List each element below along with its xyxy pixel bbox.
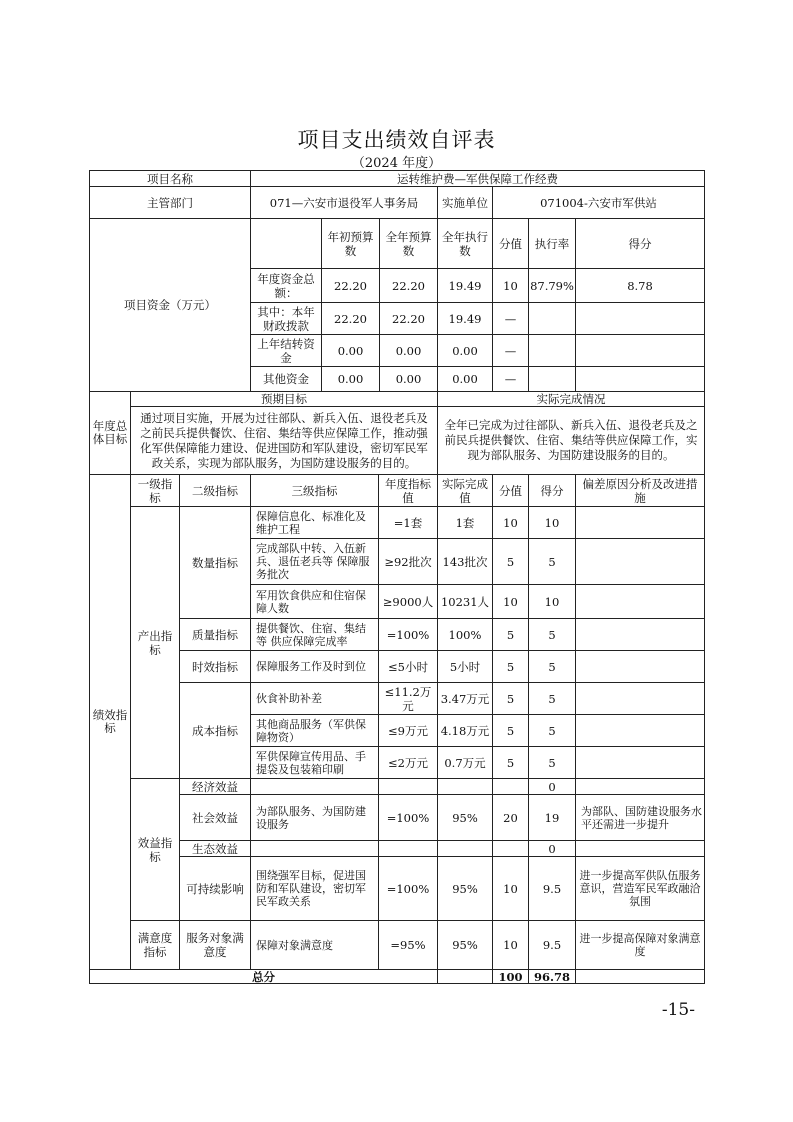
fund-row-rate: [528, 366, 576, 392]
level2-quantity: 数量指标: [179, 506, 251, 619]
ind-row-note: [575, 682, 705, 715]
ind-row-score: 10: [528, 506, 576, 539]
ind-row-actual: 1套: [437, 506, 493, 539]
ind-row-score: 0: [528, 840, 576, 857]
ind-row-note: [575, 746, 705, 779]
level1-benefit: 效益指标: [130, 778, 180, 921]
funds-header-blank: [250, 218, 322, 269]
ind-row-note: [575, 840, 705, 857]
fund-row-score-value: —: [492, 334, 529, 367]
ind-row-score-value: 10: [492, 920, 529, 970]
level2-service-satisfaction: 服务对象满意度: [179, 920, 251, 970]
ind-row-note: 为部队、国防建设服务水平还需进一步提升: [575, 794, 705, 841]
goals-expected-header: 预期目标: [130, 391, 438, 407]
ind-row-target: =100%: [378, 856, 438, 921]
fund-row-score-value: 10: [492, 268, 529, 303]
page-title: 项目支出绩效自评表: [297, 128, 496, 152]
evaluation-form: [89, 170, 705, 984]
fund-row-executed: 0.00: [437, 366, 493, 392]
page-number: -15-: [661, 1000, 695, 1020]
ind-row-target: ≤9万元: [378, 714, 438, 747]
ind-row-note: [575, 618, 705, 651]
fund-row-initial: 0.00: [321, 334, 380, 367]
ind-row-score: 5: [528, 618, 576, 651]
funds-header-annual: 全年预算数: [379, 218, 438, 269]
ind-row-score: 5: [528, 682, 576, 715]
total-label: 总分: [89, 969, 438, 984]
ind-row-target: ≥9000人: [378, 584, 438, 619]
ind-row-target: ≥92批次: [378, 538, 438, 585]
impl-unit-label: 实施单位: [437, 186, 493, 219]
ind-row-name: 保障服务工作及时到位: [250, 650, 379, 683]
ind-header-level2: 二级指标: [179, 474, 251, 507]
ind-row-score-value: 5: [492, 682, 529, 715]
ind-row-name: 保障信息化、标准化及维护工程: [250, 506, 379, 539]
level2-quality: 质量指标: [179, 618, 251, 651]
ind-row-name: [250, 840, 379, 857]
fund-row-name: 其他资金: [250, 366, 322, 392]
ind-row-target: =1套: [378, 506, 438, 539]
ind-row-score-value: 5: [492, 538, 529, 585]
indicators-label: 绩效指标: [89, 474, 131, 970]
ind-header-level3: 三级指标: [250, 474, 379, 507]
funds-header-rate: 执行率: [528, 218, 576, 269]
goals-actual-header: 实际完成情况: [437, 391, 705, 407]
total-score-value: 100: [492, 969, 529, 984]
ind-row-actual: 10231人: [437, 584, 493, 619]
ind-row-target: =100%: [378, 618, 438, 651]
ind-row-note: 进一步提高军供队伍服务意识，营造军民军政融洽氛围: [575, 856, 705, 921]
ind-row-score-value: [492, 778, 529, 795]
ind-header-target: 年度指标值: [378, 474, 438, 507]
fund-row-score-value: —: [492, 366, 529, 392]
ind-row-score: 19: [528, 794, 576, 841]
ind-header-level1: 一级指标: [130, 474, 180, 507]
level2-cost: 成本指标: [179, 682, 251, 779]
ind-row-actual: 100%: [437, 618, 493, 651]
ind-row-name: 军用饮食供应和住宿保障人数: [250, 584, 379, 619]
fund-row-initial: 22.20: [321, 302, 380, 335]
ind-row-score: 5: [528, 538, 576, 585]
level2-social: 社会效益: [179, 794, 251, 841]
fund-row-annual: 22.20: [379, 302, 438, 335]
ind-row-name: 伙食补助补差: [250, 682, 379, 715]
page-subtitle: （2024 年度）: [351, 156, 442, 171]
ind-row-actual: 95%: [437, 920, 493, 970]
ind-row-actual: [437, 778, 493, 795]
fund-row-initial: 22.20: [321, 268, 380, 303]
fund-row-name: 上年结转资金: [250, 334, 322, 367]
dept-value: 071—六安市退役军人事务局: [250, 186, 438, 219]
ind-row-note: [575, 538, 705, 585]
fund-row-name: 其中：本年财政拨款: [250, 302, 322, 335]
ind-row-note: 进一步提高保障对象满意度: [575, 920, 705, 970]
ind-row-name: 军供保障宣传用品、手提袋及包装箱印刷: [250, 746, 379, 779]
level2-ecological: 生态效益: [179, 840, 251, 857]
fund-row-score: [575, 334, 705, 367]
fund-row-score-value: —: [492, 302, 529, 335]
level2-timeliness: 时效指标: [179, 650, 251, 683]
goals-expected-text: 通过项目实施，开展为过往部队、新兵入伍、退役老兵及之前民兵提供餐饮、住宿、集结等供应保障工作，推动强化军供保障能力建设、促进国防和军队建设，密切军民军政关系，实现为部队服务，为国防建设服务的目的。: [130, 406, 438, 475]
ind-row-score: 9.5: [528, 856, 576, 921]
fund-row-score: 8.78: [575, 268, 705, 303]
ind-row-score-value: 5: [492, 714, 529, 747]
ind-row-target: =95%: [378, 920, 438, 970]
fund-row-score: [575, 302, 705, 335]
total-note-blank: [575, 969, 705, 984]
fund-row-score: [575, 366, 705, 392]
fund-row-initial: 0.00: [321, 366, 380, 392]
ind-row-target: [378, 778, 438, 795]
ind-row-actual: 5小时: [437, 650, 493, 683]
ind-row-target: =100%: [378, 794, 438, 841]
fund-row-rate: [528, 334, 576, 367]
ind-row-score: 5: [528, 650, 576, 683]
ind-row-name: 提供餐饮、住宿、集结等 供应保障完成率: [250, 618, 379, 651]
ind-row-score-value: 10: [492, 584, 529, 619]
goals-actual-text: 全年已完成为过往部队、新兵入伍、退役老兵及之前民兵提供餐饮、住宿、集结等供应保障工作，实现为部队服务、为国防建设服务的目的。: [437, 406, 705, 475]
ind-row-target: ≤2万元: [378, 746, 438, 779]
fund-row-rate: [528, 302, 576, 335]
ind-row-target: [378, 840, 438, 857]
ind-row-note: [575, 650, 705, 683]
ind-row-score: 5: [528, 714, 576, 747]
ind-row-score-value: 10: [492, 506, 529, 539]
level2-sustainable: 可持续影响: [179, 856, 251, 921]
level1-satisfaction: 满意度指标: [130, 920, 180, 970]
goals-label: 年度总体目标: [89, 391, 131, 475]
ind-row-score: 5: [528, 746, 576, 779]
total-score: 96.78: [528, 969, 576, 984]
ind-row-score-value: [492, 840, 529, 857]
funds-header-initial: 年初预算数: [321, 218, 380, 269]
project-name-label: 项目名称: [89, 170, 251, 187]
ind-row-score-value: 5: [492, 618, 529, 651]
project-name-value: 运转维护费—军供保障工作经费: [250, 170, 705, 187]
ind-row-actual: 95%: [437, 794, 493, 841]
fund-row-annual: 0.00: [379, 334, 438, 367]
ind-row-name: 为部队服务、为国防建设服务: [250, 794, 379, 841]
ind-row-name: 保障对象满意度: [250, 920, 379, 970]
fund-row-rate: 87.79%: [528, 268, 576, 303]
ind-row-score: 0: [528, 778, 576, 795]
ind-row-name: 围绕强军目标，促进国防和军队建设，密切军民军政关系: [250, 856, 379, 921]
ind-row-actual: 4.18万元: [437, 714, 493, 747]
ind-row-name: 其他商品服务（军供保障物资）: [250, 714, 379, 747]
fund-row-annual: 0.00: [379, 366, 438, 392]
ind-row-actual: 95%: [437, 856, 493, 921]
ind-row-actual: 143批次: [437, 538, 493, 585]
ind-row-note: [575, 778, 705, 795]
ind-row-score-value: 5: [492, 650, 529, 683]
ind-row-actual: 3.47万元: [437, 682, 493, 715]
ind-row-score: 9.5: [528, 920, 576, 970]
ind-row-score-value: 5: [492, 746, 529, 779]
total-blank: [437, 969, 493, 984]
fund-row-annual: 22.20: [379, 268, 438, 303]
fund-row-executed: 19.49: [437, 302, 493, 335]
ind-row-name: [250, 778, 379, 795]
impl-unit-value: 071004-六安市军供站: [492, 186, 705, 219]
ind-header-score-value: 分值: [492, 474, 529, 507]
ind-row-note: [575, 506, 705, 539]
funds-header-score-value: 分值: [492, 218, 529, 269]
ind-row-name: 完成部队中转、入伍新兵、退伍老兵等 保障服务批次: [250, 538, 379, 585]
ind-header-score: 得分: [528, 474, 576, 507]
ind-row-actual: 0.7万元: [437, 746, 493, 779]
ind-row-actual: [437, 840, 493, 857]
level1-output: 产出指标: [130, 506, 180, 779]
ind-row-score-value: 10: [492, 856, 529, 921]
level2-economic: 经济效益: [179, 778, 251, 795]
ind-row-target: ≤5小时: [378, 650, 438, 683]
fund-row-name: 年度资金总额：: [250, 268, 322, 303]
ind-row-score-value: 20: [492, 794, 529, 841]
fund-row-executed: 0.00: [437, 334, 493, 367]
funds-header-score: 得分: [575, 218, 705, 269]
dept-label: 主管部门: [89, 186, 251, 219]
ind-header-note: 偏差原因分析及改进措施: [575, 474, 705, 507]
ind-row-target: ≤11.2万元: [378, 682, 438, 715]
ind-row-note: [575, 584, 705, 619]
ind-header-actual: 实际完成值: [437, 474, 493, 507]
fund-row-executed: 19.49: [437, 268, 493, 303]
ind-row-note: [575, 714, 705, 747]
funds-label: 项目资金（万元）: [89, 218, 251, 392]
funds-header-executed: 全年执行数: [437, 218, 493, 269]
ind-row-score: 10: [528, 584, 576, 619]
